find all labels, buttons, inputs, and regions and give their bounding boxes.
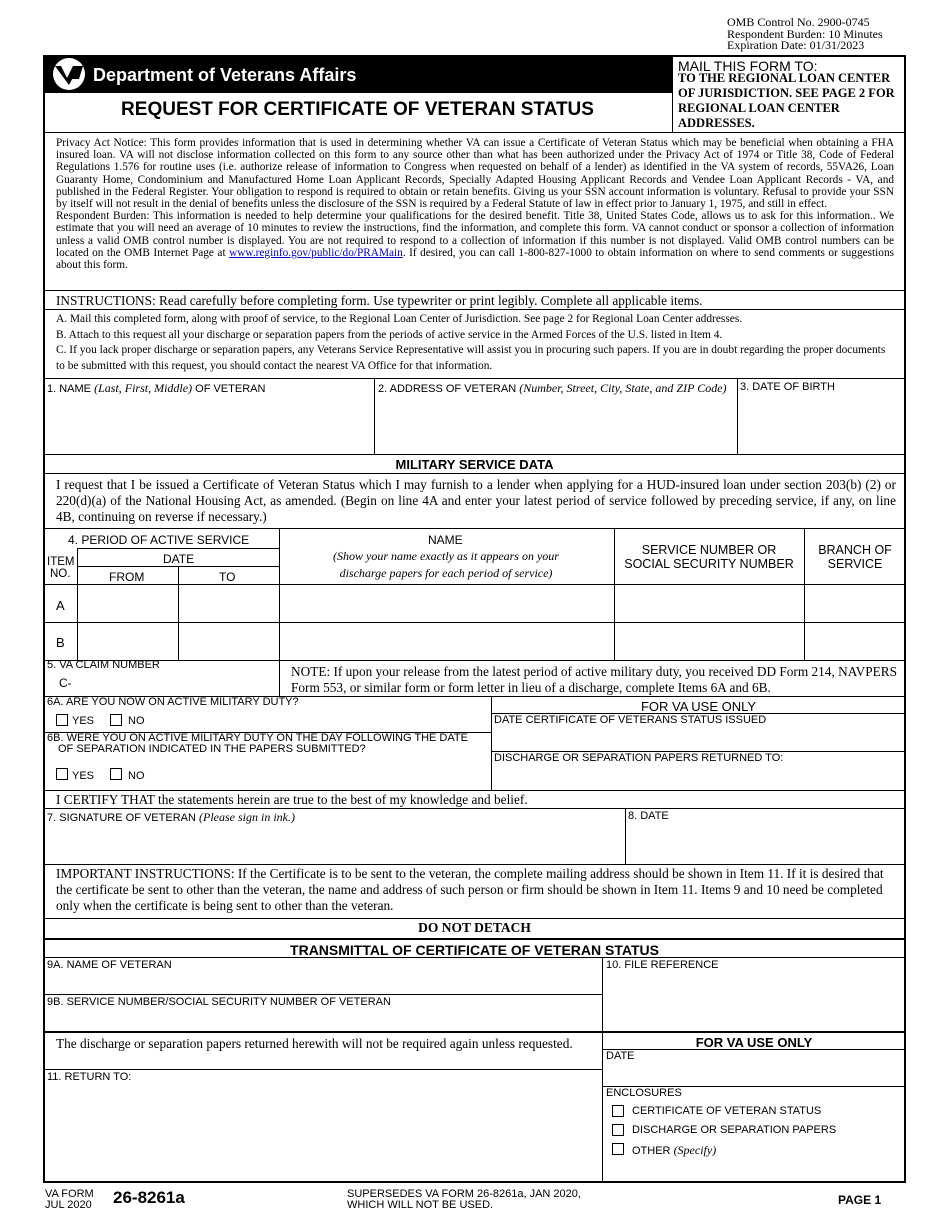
service-number-header: SERVICE NUMBER OR SOCIAL SECURITY NUMBER [624,543,794,571]
from-header: FROM [109,570,145,584]
omb-control: OMB Control No. 2900-0745 [727,15,870,29]
ssn-9b-label: 9B. SERVICE NUMBER/SOCIAL SECURITY NUMBER OF VETERAN [47,996,391,1008]
row-a-label: A [56,598,65,613]
name-9a-label: 9A. NAME OF VETERAN [47,959,172,971]
footer-form-id: VA FORM JUL 2020 [45,1188,94,1211]
item-header: ITEM [47,556,75,568]
dob-field[interactable] [739,395,904,453]
enc-other-label: OTHER (Specify) [632,1143,717,1157]
omb-burden: Respondent Burden: 10 Minutes [727,26,883,41]
dd214-note: NOTE: If upon your release from the latest period of active military duty, you received DD Form 214, NAVPERS Form 553, or similar form or form letter in lieu of a discharge, complete Items 6A and 6B. [291,664,897,695]
service-row-a[interactable] [78,585,904,622]
date-label: 8. DATE [628,810,669,822]
enclosures-label: ENCLOSURES [606,1087,682,1099]
name-9a-field[interactable] [45,972,600,994]
q6a-label: 6A. ARE YOU NOW ON ACTIVE MILITARY DUTY? [47,696,299,708]
certify-text: I CERTIFY THAT the statements herein are true to the best of my knowledge and belief. [56,792,528,807]
enc-other-checkbox[interactable] [612,1143,624,1155]
agency-name: Department of Veterans Affairs [93,65,357,85]
footer-page: PAGE 1 [838,1193,882,1207]
papers-returned-note: The discharge or separation papers returned herewith will not be required again unless requested. [56,1036,573,1051]
instructions-heading: INSTRUCTIONS: Read carefully before completing form. Use typewriter or print legibly. Complete all applicable items. [56,293,703,308]
signature-field[interactable] [45,823,623,863]
date-issued-label: DATE CERTIFICATE OF VETERANS STATUS ISSUED [494,714,767,726]
pramain-link[interactable]: www.reginfo.gov/public/do/PRAMain [229,246,403,259]
enc-discharge-checkbox[interactable] [612,1124,624,1136]
do-not-detach: DO NOT DETACH [418,920,531,935]
va-logo-icon [47,57,91,91]
q6a-no-checkbox[interactable] [110,714,122,726]
period-header: 4. PERIOD OF ACTIVE SERVICE [68,533,250,547]
mail-box [672,55,907,132]
enc-certificate-checkbox[interactable] [612,1105,624,1117]
name-field[interactable] [45,395,373,453]
q6b-yes-checkbox[interactable] [56,768,68,780]
return-to-field[interactable] [45,1084,600,1180]
file-ref-label: 10. FILE REFERENCE [606,959,719,971]
signature-label: 7. SIGNATURE OF VETERAN (Please sign in ink.) [47,810,295,824]
papers-returned-label: DISCHARGE OR SEPARATION PAPERS RETURNED TO: [494,752,784,764]
omb-block [727,17,883,52]
branch-header: BRANCH OF SERVICE [818,543,892,571]
claim-number-field[interactable] [78,672,278,694]
page-title: REQUEST FOR CERTIFICATE OF VETERAN STATUS [121,99,594,120]
privacy-notice: Privacy Act Notice: This form provides information that is used in determining whether VA can issue a Certificate of Veteran Status which may be beneficial when obtaining a FHA insured loan. VA will not disclose information collected on this form to any source other than what has been authorized under the Privacy Act of 1974 or Title 38, Code of Federal Regulations 1.576 for routine uses (i.e. authorize release of information to Congress when requested on behalf of a lender) as identified in the VA system of records, 55VA26, Loan Guaranty Home, Condominium and Manufactured Home Loan Applicant Records, Specially Adapted Housing Applicant Records and Vendee Loan Applicant Records - VA, and published in the Federal Register. Your obligation to respond is required to obtain or retain benefits. Giving us your SSN account information is voluntary. Refusal to provide your SSN by itself will not result in the denial of benefits unless the disclosure of the SSN is required by a Federal Statute of law in effect prior to January 1, 1975, and still in effect. Respondent Burden: This information is needed to help determine your qualifications for the desired benefit. Title 38, United States Code, allows us to ask for this information.. We estimate that you will need an average of 10 minutes to review the instructions, find the information, and complete this form. VA cannot conduct or sponsor a collection of information unless a valid OMB control number is displayed. You are not required to respond to a collection of information if this number is not displayed. Valid OMB control numbers can be located on the OMB Internet Page at www.reginfo.gov/public/do/PRAMain. If desired, you can call 1-800-827-1000 to obtain information on where to send comments or suggestions about this form. [56,137,894,272]
name-label: 1. NAME (Last, First, Middle) OF VETERAN [47,381,266,395]
mail-label: MAIL THIS FORM TO: [678,58,818,74]
transmittal-va-use-title: FOR VA USE ONLY [695,1035,813,1050]
va-use-only-title: FOR VA USE ONLY [640,699,757,714]
ssn-9b-field[interactable] [45,1009,600,1030]
footer-supersedes: SUPERSEDES VA FORM 26-8261a, JAN 2020, WHICH WILL NOT BE USED. [347,1188,581,1211]
service-row-b[interactable] [78,623,904,659]
military-request-text: I request that I be issued a Certificate of Veteran Status which I may furnish to a lender when applying for a HUD-insured loan under section 203(b) (2) or 220(d)(a) of the National Housing Act, as amended. (Begin on line 4A and enter your latest period of service followed by preceding service, if any, on line 4B, continuing on reverse if necessary.) [56,477,896,524]
date-header: DATE [163,552,195,566]
mail-text: TO THE REGIONAL LOAN CENTER OF JURISDICTION. SEE PAGE 2 FOR REGIONAL LOAN CENTER ADDRESSES. [678,71,895,130]
q6b-label: 6B. WERE YOU ON ACTIVE MILITARY DUTY ON THE DAY FOLLOWING THE DATE OF SEPARATION INDICATED IN THE PAPERS SUBMITTED? [47,732,468,755]
q6b-no-checkbox[interactable] [110,768,122,780]
q6a-yes-checkbox[interactable] [56,714,68,726]
to-header: TO [219,570,236,584]
agency-banner [43,55,672,93]
claim-prefix: C- [59,676,72,690]
signature-date-field[interactable] [627,823,904,863]
instructions-list: A. Mail this completed form, along with proof of service, to the Regional Loan Center of Jurisdiction. See page 2 for Regional Loan Center addresses. B. Attach to this request all your discharge or separation papers from the periods of active service in the Armed Forces of the U.S. listed in Item 4. C. If you lack proper discharge or separation papers, any Veterans Service Representative will assist you in procuring such papers. If you are in doubt regarding the proper documents to be submitted with this request, you should contact the nearest VA Office for that information. [56,313,886,372]
important-instructions: IMPORTANT INSTRUCTIONS: If the Certificate is to be sent to the veteran, the complete mailing address should be shown in Item 11. If it is desired that the certificate be sent to other than the veteran, the name and address of such person or firm should be shown in Item 11. Items 9 and 10 need be completed only when the certificate is being sent to other than the veteran. [56,866,884,913]
footer-form-number: 26-8261a [113,1188,185,1207]
name-sub-header: (Show your name exactly as it appears on your discharge papers for each period of service) [333,549,559,580]
omb-expiration: Expiration Date: 01/31/2023 [727,38,865,52]
file-ref-field[interactable] [604,972,904,1030]
claim-label: 5. VA CLAIM NUMBER [47,659,160,671]
address-field[interactable] [376,395,736,453]
va-date-label: DATE [606,1050,635,1062]
military-service-heading: MILITARY SERVICE DATA [395,457,554,472]
transmittal-title: TRANSMITTAL OF CERTIFICATE OF VETERAN STATUS [290,942,659,958]
row-b-label: B [56,635,65,650]
address-label: 2. ADDRESS OF VETERAN (Number, Street, City, State, and ZIP Code) [378,381,727,395]
dob-label: 3. DATE OF BIRTH [740,381,835,393]
name-header: NAME [428,533,463,547]
return-to-label: 11. RETURN TO: [47,1071,132,1083]
